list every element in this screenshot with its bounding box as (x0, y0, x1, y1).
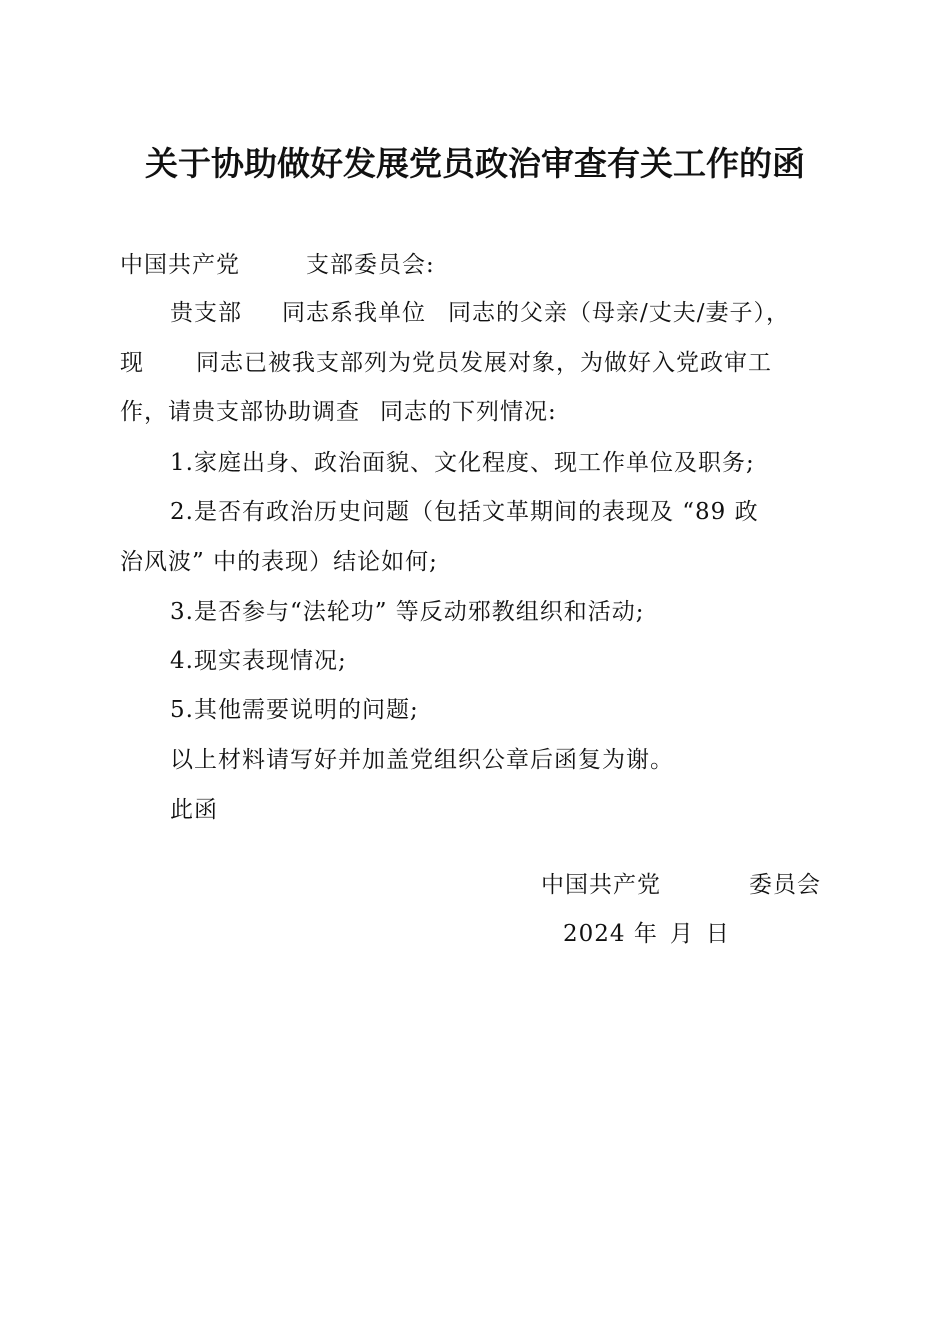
signature-line (541, 870, 821, 900)
closing-line: 以上材料请写好并加盖党组织公章后函复为谢。 (170, 747, 674, 773)
body-line-1 (170, 298, 790, 328)
body-text: 同志系我单位 (282, 300, 426, 326)
body-line-2 (120, 348, 772, 378)
body-text: 同志的父亲（母亲/丈夫/妻子）， (448, 300, 790, 326)
body-text: 同志的下列情况: (380, 399, 557, 425)
list-item-1: 1.家庭出身、政治面貌、文化程度、现工作单位及职务; (170, 450, 755, 476)
body-line-3 (120, 397, 557, 427)
list-item-5: 5.其他需要说明的问题; (170, 697, 419, 723)
addressee-party: 中国共产党 (120, 252, 240, 278)
body-text: 同志已被我支部列为党员发展对象，为做好入党政审工 (196, 350, 772, 376)
list-item-4: 4.现实表现情况; (170, 648, 347, 674)
body-text: 贵支部 (170, 300, 242, 326)
letter-title: 关于协助做好发展党员政治审查有关工作的函 (145, 144, 805, 183)
body-text: 现 (120, 350, 144, 376)
signature-committee: 委员会 (749, 872, 821, 898)
date-year: 2024 年 (563, 921, 658, 947)
date-line (563, 919, 730, 949)
date-month: 月 (669, 921, 694, 947)
list-item-2-line-1: 2.是否有政治历史问题（包括文革期间的表现及 “89 政 (170, 499, 759, 525)
addressee-branch: 支部委员会: (306, 252, 435, 278)
date-day: 日 (705, 921, 730, 947)
list-item-2-line-2: 治风波” 中的表现）结论如何; (120, 549, 438, 575)
body-text: 作，请贵支部协助调查 (120, 399, 360, 425)
addressee-line (120, 250, 435, 280)
signature-party: 中国共产党 (541, 872, 661, 898)
closing-phrase: 此函 (170, 797, 218, 823)
list-item-3: 3.是否参与“法轮功” 等反动邪教组织和活动; (170, 599, 645, 625)
